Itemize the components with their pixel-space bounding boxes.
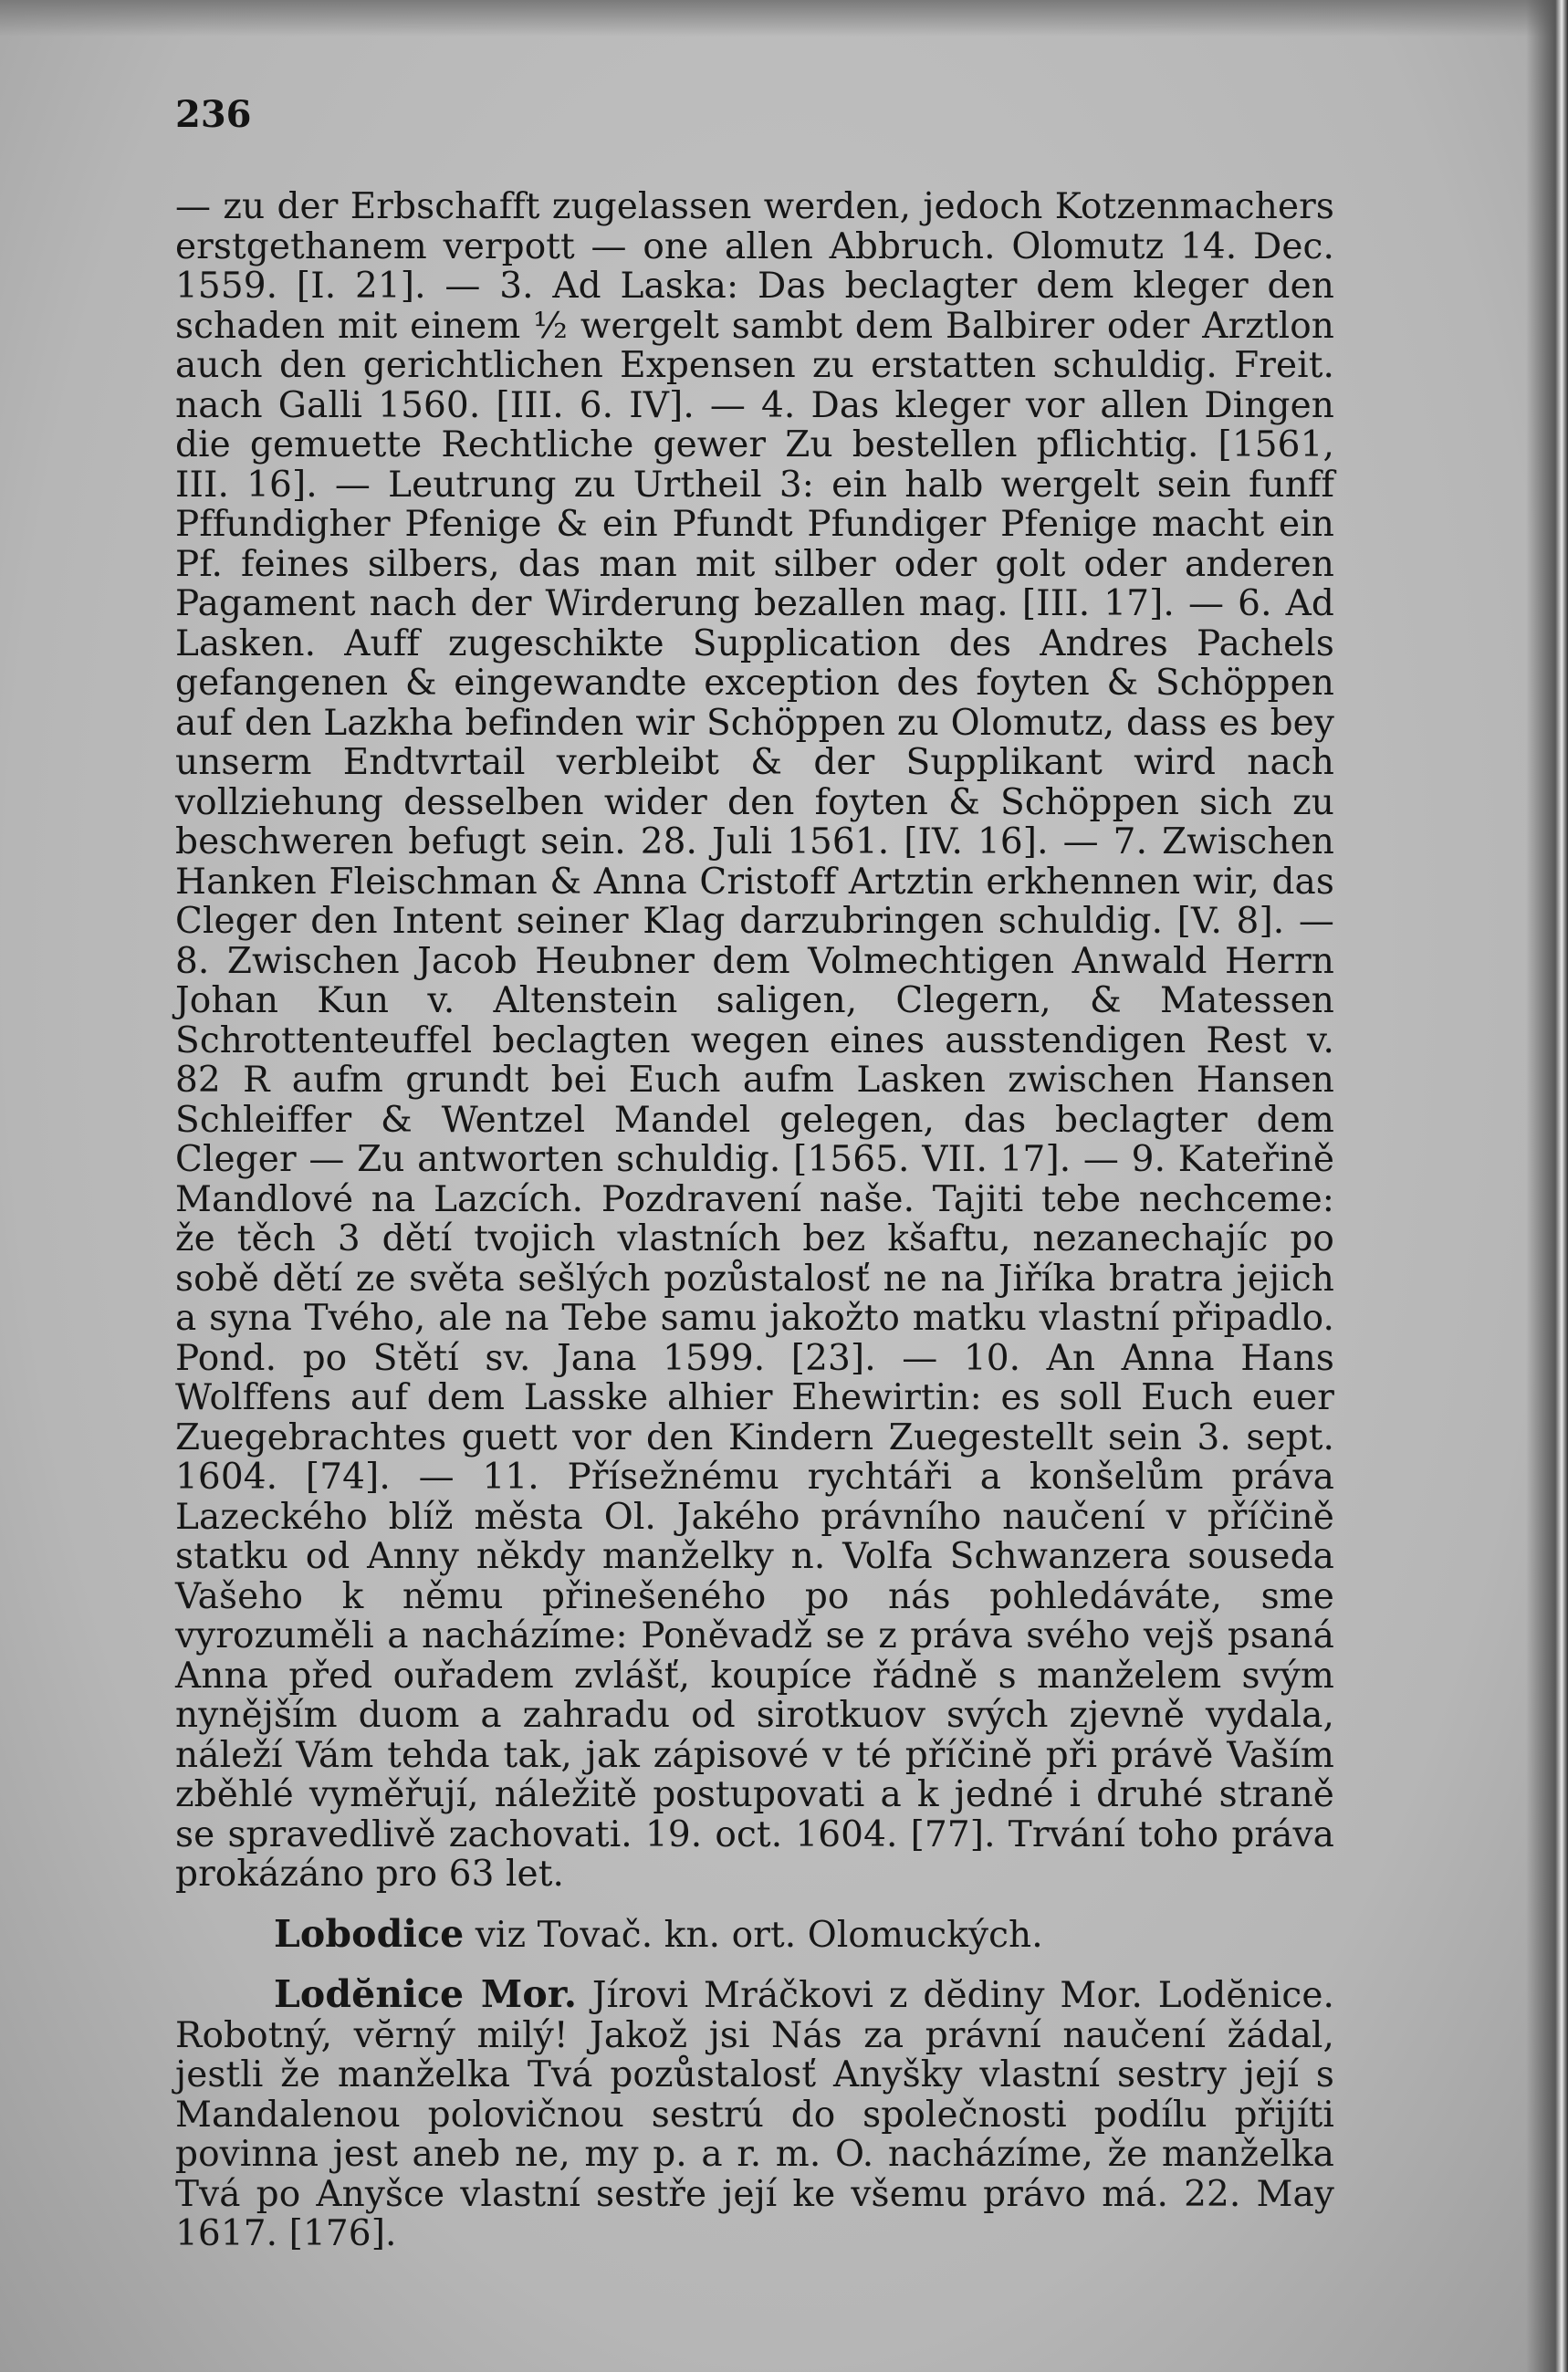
- entry-lodenice: [175, 1972, 1335, 2254]
- entry-text: viz Tovač. kn. ort. Olomuckých.: [475, 1914, 1043, 1956]
- entry-heading: Lodĕnice Mor.: [274, 1972, 578, 2016]
- entry-heading: Lobodice: [274, 1911, 465, 1956]
- entry-lobodice: [175, 1911, 1334, 1956]
- paragraph-laska: — zu der Erbschafft zugelassen werden, jedoch Kotzenmachers erstgethanem verpott — one allen Abbruch. Olomutz 14. Dec. 1559. [I. 21]. — 3. Ad Laska: Das beclagter dem kleger den schaden mit einem ½ wergelt sambt dem Balbirer oder Arztlon auch den gerichtlichen Expensen zu erstatten schuldig. Freit. nach Galli 1560. [III. 6. IV]. — 4. Das kleger vor allen Dingen die gemuette Rechtliche gewer Zu bestellen pflichtig. [1561, III. 16]. — Leutrung zu Urtheil 3: ein halb wergelt sein funff Pffundigher Pfenige & ein Pfundt Pfundiger Pfenige macht ein Pf. feines silbers, das man mit silber oder golt oder anderen Pagament nach der Wirderung bezallen mag. [III. 17]. — 6. Ad Lasken. Auff zugeschikte Supplication des Andres Pachels gefangenen & eingewandte exception des foyten & Schöppen auf den Lazkha befinden wir Schöppen zu Olomutz, dass es bey unserm Endtvrtail verbleibt & der Supplikant wird nach vollziehung desselben wider den foyten & Schöppen sich zu beschweren befugt sein. 28. Juli 1561. [IV. 16]. — 7. Zwischen Hanken Fleischman & Anna Cristoff Artztin erkhennen wir, das Cleger den Intent seiner Klag darzubringen schuldig. [V. 8]. — 8. Zwischen Jacob Heubner dem Volmechtigen Anwald Herrn Johan Kun v. Altenstein saligen, Clegern, & Matessen Schrottenteuffel beclagten wegen eines ausstendigen Rest v. 82 R aufm grundt bei Euch aufm Lasken zwischen Hansen Schleiffer & Wentzel Mandel gelegen, das beclagter dem Cleger — Zu antworten schuldig. [1565. VII. 17]. — 9. Kateřině Mandlové na Lazcích. Pozdravení naše. Tajiti tebe nechceme: že těch 3 dětí tvojich vlastních bez kšaftu, nezanechajíc po sobě dětí ze světa sešlých pozůstalosť ne na Jiříka bratra jejich a syna Tvého, ale na Tebe samu jakožto matku vlastní připadlo. Pond. po Stětí sv. Jana 1599. [23]. — 10. An Anna Hans Wolffens auf dem Lasske alhier Ehewirtin: es soll Euch euer Zuegebrachtes guett vor den Kindern Zuegestellt sein 3. sept. 1604. [74]. — 11. Přísežnému rychtáři a konšelům práva Lazeckého blíž města Ol. Jakého právního naučení v příčině statku od Anny někdy manželky n. Volfa Schwanzera souseda Vašeho k němu přinešeného po nás pohledáváte, sme vyrozuměli a nacházíme: Poněvadž se z práva svého vejš psaná Anna před ouřadem zvlášť, koupíce řádně s manželem svým nynějším duom a zahradu od sirotkuov svých zjevně vydala, náleží Vám tehda tak, jak zápisové v té příčině při právě Vaším zběhlé vyměřují, náležitě postupovati a k jedné i druhé straně se spravedlivě zachovati. 19. oct. 1604. [77]. Trvání toho práva prokázáno pro 63 let.: [175, 186, 1334, 1895]
- scan-shadow-top: [0, 0, 1568, 37]
- body-text: [175, 187, 1334, 2254]
- entry-text: Jírovi Mráčkovi z dĕdiny Mor. Lodĕnice. Robotný, vĕrný milý! Jakož jsi Nás za právní naučení žádal, jestli že manželka Tvá pozůstalosť Anyšky vlastní sestry její s Mandalenou polovičnou sestrú do společnosti podílu přijíti povinna jest aneb ne, my p. a r. m. O. nacházíme, že manželka Tvá po Anyšce vlastní sestře její ke všemu právo má. 22. May 1617. [176].: [175, 1975, 1335, 2254]
- scan-shadow-right: [1526, 0, 1568, 2372]
- page-number: 236: [175, 93, 252, 136]
